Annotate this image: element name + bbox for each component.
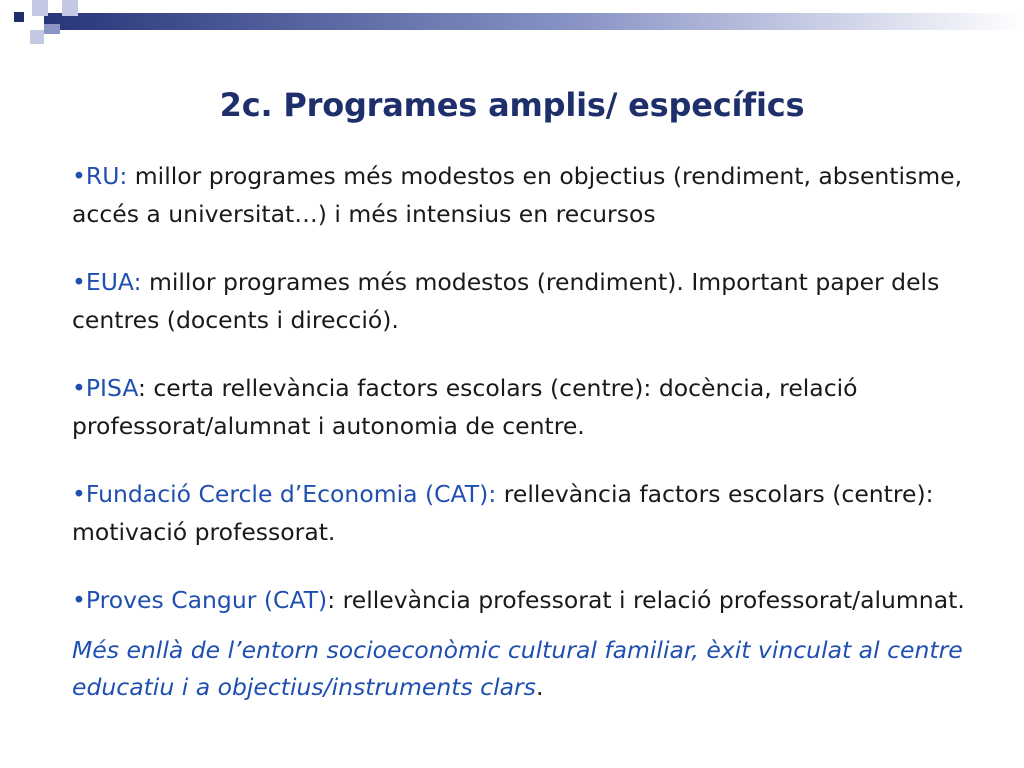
bullet-lead: •RU: — [72, 162, 128, 190]
corner-decoration — [0, 0, 1024, 50]
bullet-lead: •EUA: — [72, 268, 142, 296]
deco-square-light — [30, 30, 44, 44]
deco-square-medium — [44, 24, 60, 34]
bullet-text: : certa rellevància factors escolars (centre): docència, relació professorat/alumnat i autonomia de centre. — [72, 374, 858, 440]
conclusion-period: . — [535, 673, 544, 701]
bullet-proves-cangur — [72, 582, 972, 620]
slide-body — [72, 158, 972, 730]
bullet-pisa — [72, 370, 972, 445]
deco-square-light — [32, 0, 48, 16]
bullet-text: : rellevància professorat i relació professorat/alumnat. — [327, 586, 965, 614]
deco-square-dark — [14, 12, 24, 22]
bullet-lead: •Fundació Cercle d’Economia (CAT): — [72, 480, 497, 508]
bullet-text: rellevància factors escolars (centre): motivació professorat. — [72, 480, 934, 546]
bullet-lead: •PISA — [72, 374, 138, 402]
conclusion-text — [72, 632, 972, 707]
header-gradient-bar — [44, 13, 1024, 30]
slide-title: 2c. Programes amplis/ específics — [219, 86, 805, 124]
bullet-eua — [72, 264, 972, 339]
deco-square-light — [62, 0, 78, 16]
conclusion-body: Més enllà de l’entorn socioeconòmic cultural familiar, èxit vinculat al centre educatiu i a objectius/instruments clars — [72, 635, 963, 701]
bullet-ru — [72, 158, 972, 233]
bullet-fundacio-cercle — [72, 476, 972, 551]
bullet-text: millor programes més modestos en objectius (rendiment, absentisme, accés a universitat…) i més intensius en recursos — [72, 162, 963, 228]
bullet-text: millor programes més modestos (rendiment). Important paper dels centres (docents i direcció). — [72, 268, 940, 334]
bullet-lead: •Proves Cangur (CAT) — [72, 586, 328, 614]
